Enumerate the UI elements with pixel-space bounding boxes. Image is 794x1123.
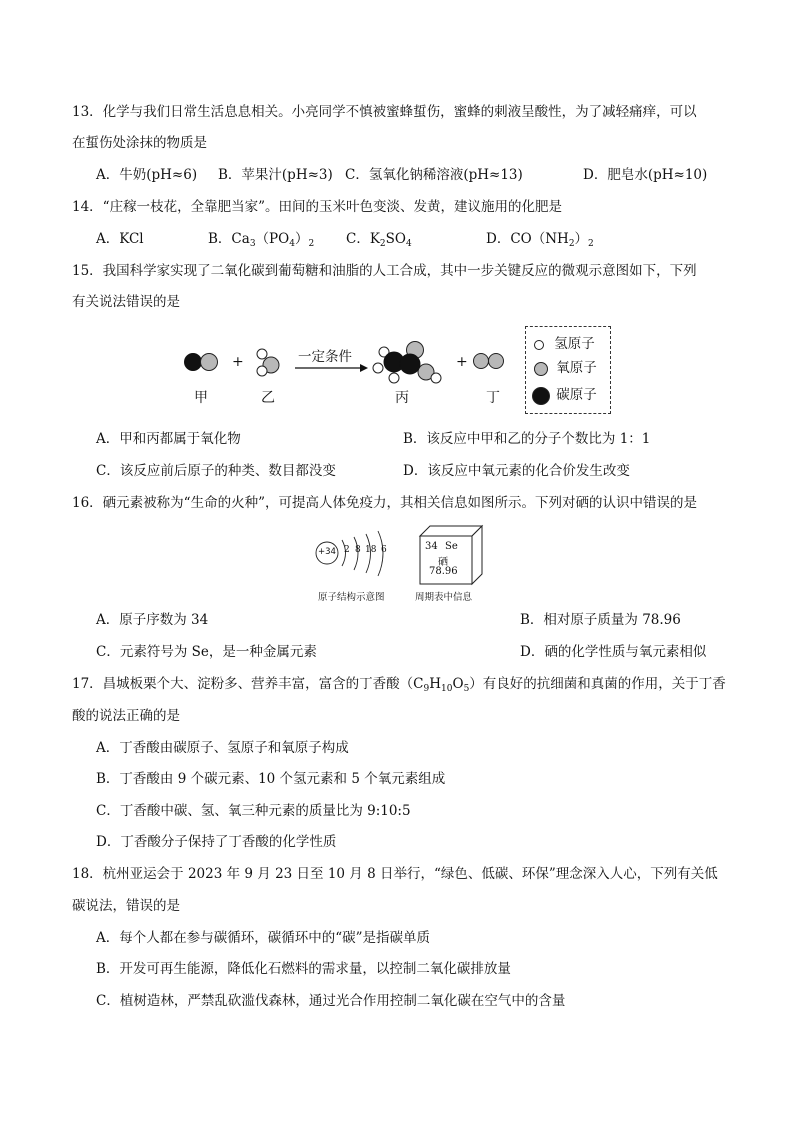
- element-symbol: Se: [445, 541, 458, 552]
- q16-option-d: D．硒的化学性质与氧元素相似: [520, 644, 707, 660]
- shell-count-2: 8: [355, 545, 361, 555]
- atom-legend: [525, 326, 611, 414]
- q16-option-c: C．元素符号为 Se，是一种金属元素: [96, 644, 317, 660]
- q17-option-a: A．丁香酸由碳原子、氢原子和氧原子构成: [96, 740, 349, 756]
- legend-oxygen-label: 氧原子: [556, 360, 597, 376]
- cell-top-face: [420, 526, 482, 536]
- q15-option-c: C．该反应前后原子的种类、数目都没变: [96, 463, 336, 479]
- carbon-atom: [185, 354, 202, 371]
- q18-stem-line1: 18．杭州亚运会于 2023 年 9 月 23 日至 10 月 8 日举行，“绿色、低碳、环保”理念深入人心，下列有关低: [72, 866, 718, 882]
- q14-option-c: C．$K_2SO_4$: [346, 231, 412, 249]
- atomic-number: 34: [425, 541, 438, 552]
- q13-option-b: B．苹果汁(pH≈3): [218, 167, 333, 183]
- carbon-icon: [532, 387, 550, 405]
- oxygen-atom: [489, 354, 504, 369]
- label-yi: 乙: [261, 390, 275, 406]
- q18-stem-line2: 碳说法，错误的是: [72, 898, 180, 914]
- nucleus-charge: +34: [318, 547, 336, 557]
- q15-stem-line2: 有关说法错误的是: [72, 294, 180, 310]
- q16-option-a: A．原子序数为 34: [96, 612, 209, 628]
- q13-stem-line2: 在蜇伤处涂抹的物质是: [72, 135, 207, 151]
- atomic-structure-diagram: [312, 530, 396, 588]
- plus-sign: +: [232, 354, 244, 370]
- q17-option-d: D．丁香酸分子保持了丁香酸的化学性质: [96, 834, 337, 850]
- q16-stem: 16．硒元素被称为“生命的火种”，可提高人体免疫力，其相关信息如图所示。下列对硒的认识中错误的是: [72, 495, 697, 511]
- legend-carbon-label: 碳原子: [556, 387, 597, 403]
- legend-hydrogen: [534, 332, 595, 352]
- molecule-bing: [373, 342, 441, 384]
- q14-option-a: A．KCl: [96, 231, 144, 247]
- q18-option-b: B．开发可再生能源，降低化石燃料的需求量，以控制二氧化碳排放量: [96, 961, 511, 977]
- molecule-yi: [257, 349, 279, 376]
- q16-option-b: B．相对原子质量为 78.96: [520, 612, 681, 628]
- molecule-ding: [470, 345, 510, 375]
- cell-side-face: [472, 526, 482, 584]
- plus-sign: +: [456, 354, 468, 370]
- label-bing: 丙: [395, 390, 409, 406]
- reaction-condition: 一定条件: [298, 349, 352, 365]
- hydrogen-atom: [373, 363, 383, 373]
- q17-stem-line1: 17．昌城板栗个大、淀粉多、营养丰富，富含的丁香酸$(C_9H_{10}O_5)$有良好的抗细菌和真菌的作用，关于丁香: [72, 676, 726, 694]
- q13-option-d: D．肥皂水(pH≈10): [583, 167, 708, 183]
- shell-count-3: 18: [365, 545, 377, 555]
- shell-count-4: 6: [381, 545, 387, 555]
- reaction-diagram: [170, 330, 480, 410]
- q18-option-a: A．每个人都在参与碳循环，碳循环中的“碳”是指碳单质: [96, 930, 431, 946]
- q15-option-d: D．该反应中氧元素的化合价发生改变: [403, 463, 630, 479]
- reaction-arrow-head: [360, 364, 368, 372]
- q13-option-c: C．氢氧化钠稀溶液(pH≈13): [345, 167, 523, 183]
- q15-option-b: B．该反应中甲和乙的分子个数比为 1：1: [403, 431, 651, 447]
- label-ding: 丁: [486, 390, 500, 406]
- shell-count-1: 2: [344, 545, 350, 555]
- caption-periodic-info: 周期表中信息: [415, 592, 473, 603]
- hydrogen-atom: [431, 373, 441, 383]
- hydrogen-atom: [389, 373, 399, 383]
- oxygen-atom: [474, 354, 489, 369]
- legend-oxygen: [534, 356, 597, 376]
- oxygen-icon: [534, 362, 548, 376]
- q17-option-c: C．丁香酸中碳、氢、氧三种元素的质量比为 9:10:5: [96, 803, 411, 819]
- legend-hydrogen-label: 氢原子: [554, 336, 595, 352]
- q14-option-b: B．$Ca_3(PO_4)_2$: [208, 231, 315, 249]
- element-name: 硒: [438, 557, 448, 568]
- q14-option-d: D．$CO(NH_2)_2$: [486, 231, 594, 249]
- q14-stem: 14．“庄稼一枝花，全靠肥当家”。田间的玉米叶色变淡、发黄，建议施用的化肥是: [72, 199, 562, 215]
- hydrogen-atom: [257, 366, 267, 376]
- q17-stem-line2: 酸的说法正确的是: [72, 708, 180, 724]
- caption-atomic-structure: 原子结构示意图: [318, 592, 385, 603]
- hydrogen-icon: [534, 340, 544, 350]
- legend-carbon: [532, 383, 597, 405]
- carbon-atom: [400, 354, 420, 374]
- label-jia: 甲: [194, 390, 208, 406]
- q17-option-b: B．丁香酸由 9 个碳元素、10 个氢元素和 5 个氧元素组成: [96, 771, 446, 787]
- q15-option-a: A．甲和丙都属于氧化物: [96, 431, 241, 447]
- atomic-mass: 78.96: [429, 566, 458, 577]
- oxygen-atom: [201, 354, 218, 371]
- q13-stem-line1: 13．化学与我们日常生活息息相关。小亮同学不慎被蜜蜂蜇伤，蜜蜂的刺液呈酸性，为了减轻痛痒，可以: [72, 104, 697, 120]
- q13-option-a: A．牛奶(pH≈6): [96, 167, 198, 183]
- q18-option-c: C．植树造林，严禁乱砍滥伐森林，通过光合作用控制二氧化碳在空气中的含量: [96, 993, 566, 1009]
- q15-stem-line1: 15．我国科学家实现了二氧化碳到葡萄糖和油脂的人工合成，其中一步关键反应的微观示意图如下，下列: [72, 263, 697, 279]
- molecule-jia: [185, 354, 218, 371]
- hydrogen-atom: [257, 349, 267, 359]
